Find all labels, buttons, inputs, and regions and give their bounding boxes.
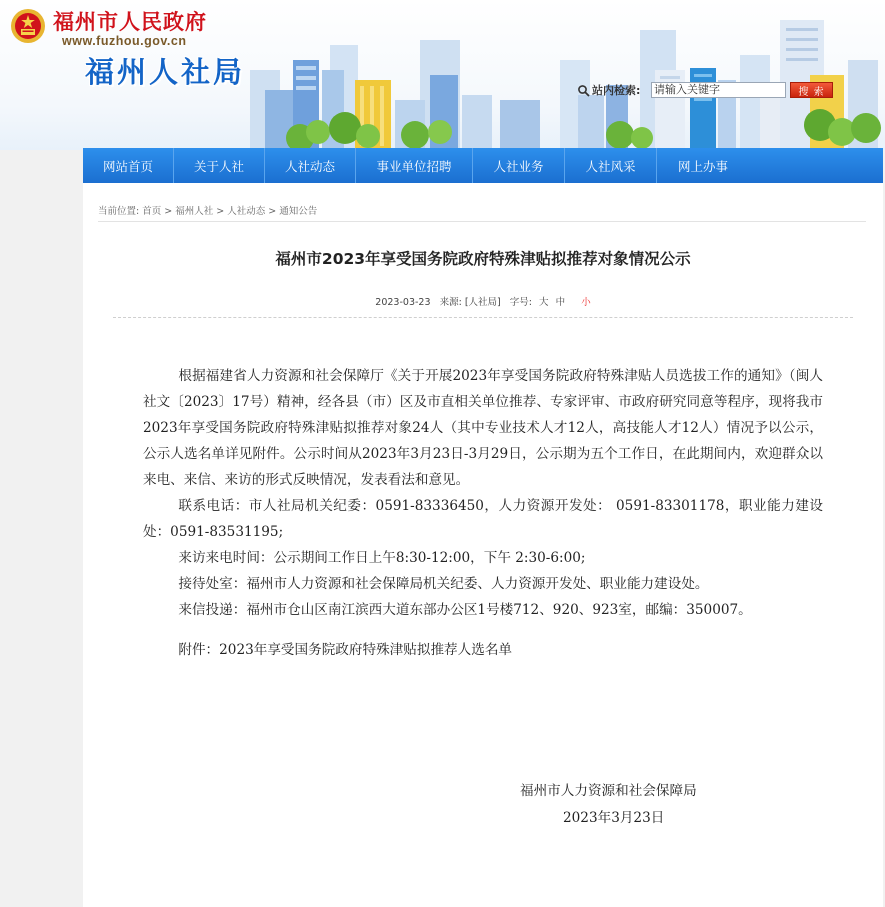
attachment-link[interactable]: 附件：2023年享受国务院政府特殊津贴拟推荐人选名单: [178, 642, 513, 658]
meta-divider: [113, 317, 853, 318]
article-date: 2023-03-23: [375, 297, 431, 308]
breadcrumb-separator: >: [161, 206, 176, 217]
nav-item-gallery[interactable]: 人社风采: [565, 148, 657, 183]
signature-organization: 福州市人力资源和社会保障局: [520, 783, 697, 799]
breadcrumb-item-news[interactable]: 人社动态: [227, 206, 266, 217]
breadcrumb-prefix: 当前位置:: [98, 206, 140, 217]
bureau-name: 福州人社局: [85, 55, 246, 89]
nav-item-services[interactable]: 人社业务: [473, 148, 565, 183]
header-banner: [0, 0, 885, 150]
nav-item-news[interactable]: 人社动态: [265, 148, 356, 183]
article-paragraph: 接待处室：福州市人力资源和社会保障局机关纪委、人力资源开发处、职业能力建设处。: [178, 576, 709, 592]
article-meta: [83, 294, 883, 308]
breadcrumb-separator: >: [213, 206, 228, 217]
font-size-large[interactable]: 大: [539, 297, 549, 308]
search-icon: [577, 84, 590, 97]
article-source: [人社局]: [464, 297, 501, 308]
breadcrumb-separator: >: [265, 206, 280, 217]
article-paragraph: 根据福建省人力资源和社会保障厅《关于开展2023年享受国务院政府特殊津贴人员选拔工作的通知》（闽人社文〔2023〕17号）精神，经各县（市）区及市直相关单位推荐、专家评审、市政府研究同意等程序，现将我市2023年享受国务院政府特殊津贴拟推荐对象24人（其中专业技术人才12人，高技能人才12人）情况予以公示，公示人选名单详见附件。公示时间从2023年3月23日-3月29日，公示期为五个工作日，在此期间内，欢迎群众以来电、来信、来访的形式反映情况，发表看法和意见。: [143, 368, 823, 488]
font-size-small[interactable]: 小: [581, 297, 591, 308]
search-button[interactable]: 搜 索: [790, 82, 833, 98]
government-name: 福州市人民政府: [53, 9, 207, 34]
font-size-label: 字号:: [509, 297, 532, 308]
search-input[interactable]: [651, 82, 786, 98]
nav-item-about[interactable]: 关于人社: [174, 148, 265, 183]
search-label-group: [577, 82, 640, 98]
search-label: 站内检索:: [592, 84, 641, 97]
breadcrumb-divider: [98, 221, 866, 222]
breadcrumb-item-hr[interactable]: 福州人社: [175, 206, 214, 217]
article-paragraph: 来信投递：福州市仓山区南江滨西大道东部办公区1号楼712、920、923室，邮编：350007。: [178, 602, 752, 618]
source-label: 来源:: [439, 297, 462, 308]
content-panel: [83, 183, 883, 907]
article-paragraph: 联系电话：市人社局机关纪委：0591-83336450，人力资源开发处： 0591-83301178，职业能力建设处：0591-83531195;: [143, 498, 823, 540]
government-url: www.fuzhou.gov.cn: [62, 34, 187, 48]
nav-item-home[interactable]: 网站首页: [83, 148, 174, 183]
breadcrumb-item-notices[interactable]: 通知公告: [279, 206, 318, 217]
article-body: [143, 363, 823, 663]
font-size-medium[interactable]: 中: [555, 297, 566, 308]
nav-item-recruitment[interactable]: 事业单位招聘: [356, 148, 473, 183]
main-navigation: [83, 148, 883, 183]
nav-item-online-services[interactable]: 网上办事: [677, 158, 728, 174]
national-emblem-icon: [10, 8, 46, 44]
signature-date: 2023年3月23日: [563, 810, 665, 826]
article-paragraph: 来访来电时间：公示期间工作日上午8:30-12:00，下午 2:30-6:00;: [178, 550, 586, 566]
breadcrumb: [98, 203, 317, 217]
breadcrumb-item-home[interactable]: 首页: [142, 206, 162, 217]
article-title: 福州市2023年享受国务院政府特殊津贴拟推荐对象情况公示: [275, 250, 691, 268]
